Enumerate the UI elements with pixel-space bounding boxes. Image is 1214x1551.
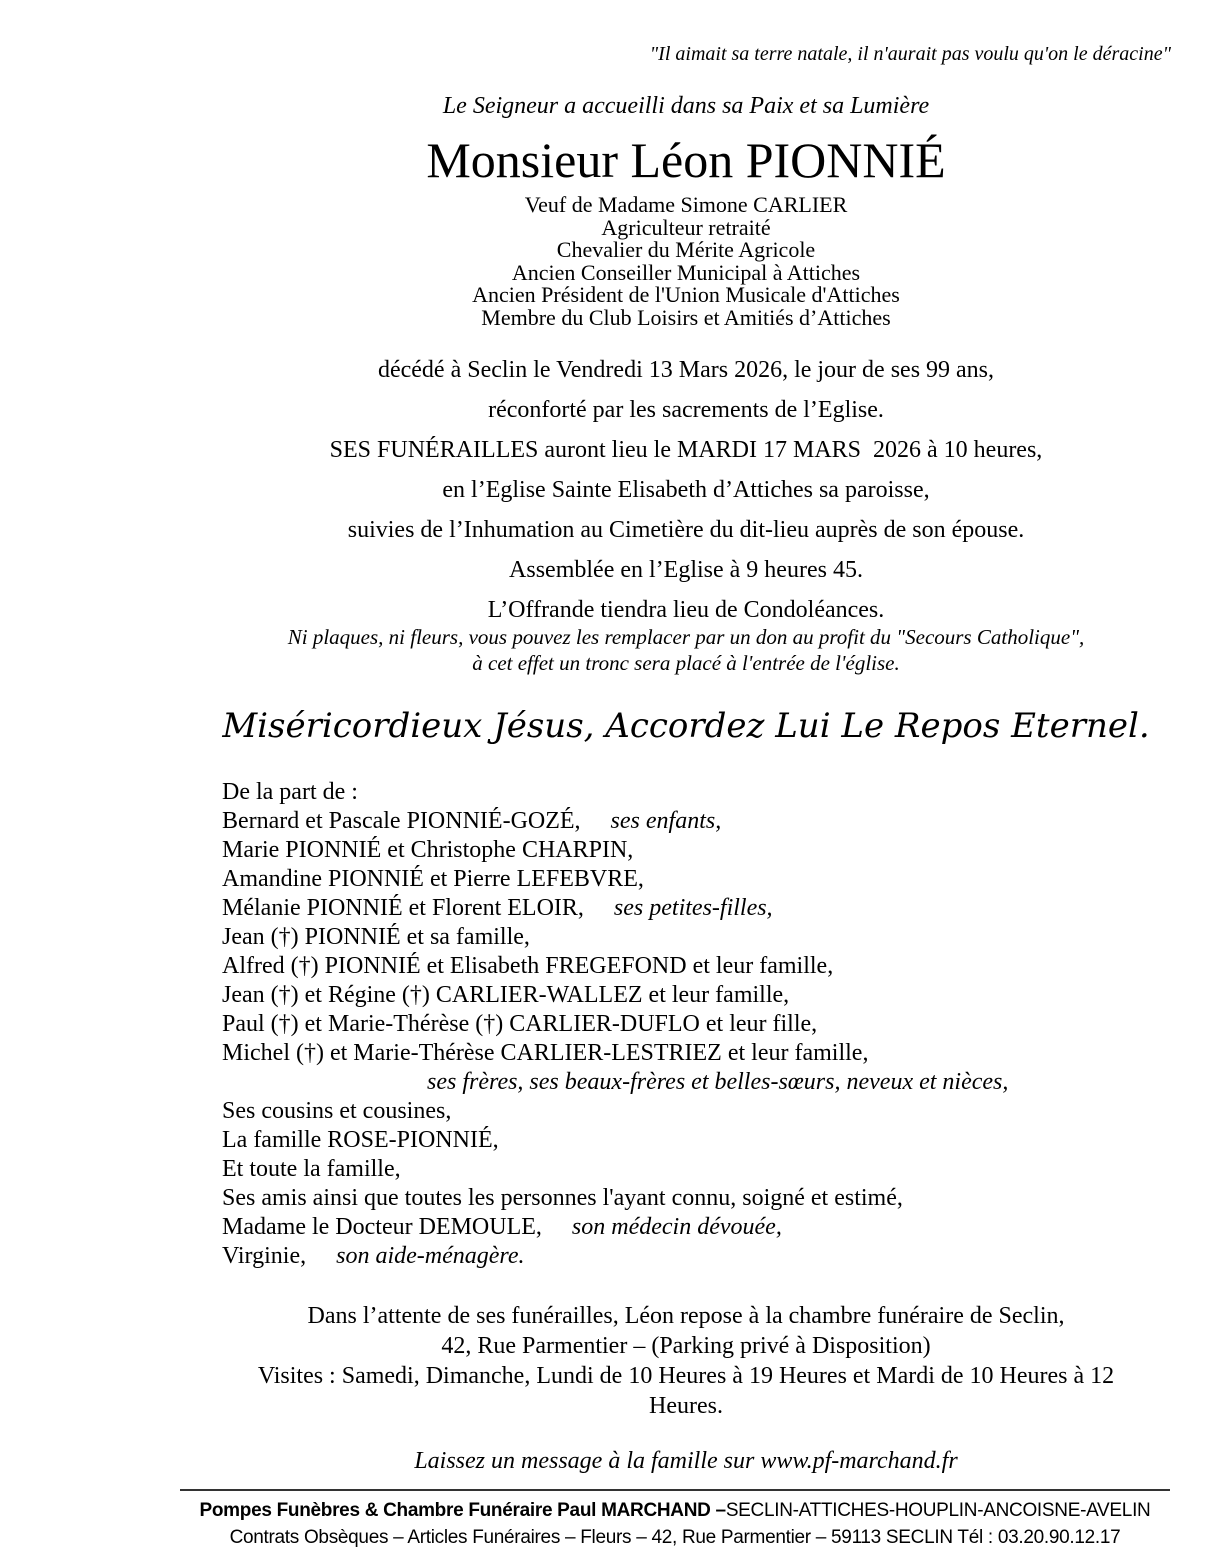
title-line: Ancien Président de l'Union Musicale d'Attiches xyxy=(472,282,900,307)
title-line: Membre du Club Loisirs et Amitiés d’Attiches xyxy=(481,304,891,330)
family-member xyxy=(222,952,1150,981)
wake-info xyxy=(222,1301,1150,1421)
donation-note-line: Ni plaques, ni fleurs, vous pouvez les remplacer par un don au profit du "Secours Catholique", xyxy=(287,625,1085,649)
funeral-home-name-line xyxy=(180,1497,1170,1524)
prayer-line: Miséricordieux Jésus, Accordez Lui Le Repos Eternel. xyxy=(222,706,1150,746)
member-names: Ses amis ainsi que toutes les personnes l'ayant connu, soigné et estimé, xyxy=(222,1185,903,1211)
family-heading: De la part de : xyxy=(222,779,358,805)
member-names: Ses cousins et cousines, xyxy=(222,1098,452,1124)
sacraments-line: réconforté par les sacrements de l’Eglise. xyxy=(488,397,884,423)
condolences-line: L’Offrande tiendra lieu de Condoléances. xyxy=(487,597,885,623)
funeral-home-footer xyxy=(180,1497,1170,1551)
donation-note xyxy=(222,624,1150,676)
member-names: Et toute la famille, xyxy=(222,1156,401,1182)
member-names: Mélanie PIONNIÉ et Florent ELOIR, xyxy=(222,895,584,921)
assembly-line: Assemblée en l’Eglise à 9 heures 45. xyxy=(509,557,863,583)
family-member xyxy=(222,807,1150,836)
family-member xyxy=(222,1213,1150,1242)
family-member xyxy=(222,1184,1150,1213)
wake-location-line: Dans l’attente de ses funérailles, Léon repose à la chambre funéraire de Seclin, xyxy=(307,1303,1065,1329)
family-member xyxy=(222,865,1150,894)
member-names: Michel (†) et Marie-Thérèse CARLIER-LESTRIEZ et leur famille, xyxy=(222,1040,869,1066)
main-content xyxy=(222,92,1150,1475)
epitaph-quote: "Il aimait sa terre natale, il n'aurait pas voulu qu'on le déracine" xyxy=(649,43,1171,65)
burial-line: suivies de l’Inhumation au Cimetière du dit-lieu auprès de son épouse. xyxy=(347,517,1025,543)
funeral-home-services-line: Contrats Obsèques – Articles Funéraires – Fleurs – 42, Rue Parmentier – 59113 SECLIN Tél : 03.20.90.12.17 xyxy=(229,1527,1121,1548)
member-names: Jean (†) PIONNIÉ et sa famille, xyxy=(222,924,530,950)
member-names: Amandine PIONNIÉ et Pierre LEFEBVRE, xyxy=(222,866,644,892)
member-relation: ses petites-filles, xyxy=(613,895,773,921)
member-names: Alfred (†) PIONNIÉ et Elisabeth FREGEFOND et leur famille, xyxy=(222,953,834,979)
deceased-name: Monsieur Léon PIONNIÉ xyxy=(426,132,946,188)
member-names: Virginie, xyxy=(222,1243,307,1269)
church-line: en l’Eglise Sainte Elisabeth d’Attiches sa paroisse, xyxy=(442,477,930,503)
funeral-home-name: Pompes Funèbres & Chambre Funéraire Paul MARCHAND – xyxy=(199,1500,726,1521)
religious-intro: Le Seigneur a accueilli dans sa Paix et sa Lumière xyxy=(442,93,930,119)
member-names: Paul (†) et Marie-Thérèse (†) CARLIER-DUFLO et leur fille, xyxy=(222,1011,818,1037)
family-member xyxy=(222,836,1150,865)
deceased-titles xyxy=(222,194,1150,329)
wake-address-line: 42, Rue Parmentier – (Parking privé à Disposition) xyxy=(441,1333,931,1359)
online-message-line: Laissez un message à la famille sur www.pf-marchand.fr xyxy=(414,1448,958,1474)
member-names: Marie PIONNIÉ et Christophe CHARPIN, xyxy=(222,837,634,863)
member-names: Bernard et Pascale PIONNIÉ-GOZÉ, xyxy=(222,808,581,834)
family-member xyxy=(222,1242,1150,1271)
family-member xyxy=(222,981,1150,1010)
title-line: Chevalier du Mérite Agricole xyxy=(556,237,816,262)
family-member xyxy=(222,1126,1150,1155)
family-member xyxy=(222,1097,1150,1126)
member-relation: ses enfants, xyxy=(610,808,722,834)
wake-visits-line: Visites : Samedi, Dimanche, Lundi de 10 Heures à 19 Heures et Mardi de 10 Heures à 12 Heures. xyxy=(257,1363,1121,1419)
death-notice-line: décédé à Seclin le Vendredi 13 Mars 2026, le jour de ses 99 ans, xyxy=(377,357,995,383)
funeral-date-line: SES FUNÉRAILLES auront lieu le MARDI 17 MARS 2026 à 10 heures, xyxy=(329,437,1043,463)
donation-note-line: à cet effet un tronc sera placé à l'entrée de l'église. xyxy=(472,651,900,675)
family-member xyxy=(222,1010,1150,1039)
member-names: La famille ROSE-PIONNIÉ, xyxy=(222,1127,499,1153)
siblings-collective-line: ses frères, ses beaux-frères et belles-sœurs, neveux et nièces, xyxy=(427,1069,1009,1095)
funeral-home-locations: SECLIN-ATTICHES-HOUPLIN-ANCOISNE-AVELIN xyxy=(725,1500,1151,1521)
member-relation: son médecin dévouée, xyxy=(571,1214,782,1240)
family-member xyxy=(222,923,1150,952)
member-names: Madame le Docteur DEMOULE, xyxy=(222,1214,542,1240)
footer-divider xyxy=(180,1489,1170,1491)
title-line: Ancien Conseiller Municipal à Attiches xyxy=(511,259,861,285)
funeral-announcement xyxy=(222,357,1150,624)
title-line: Agriculteur retraité xyxy=(601,214,771,240)
family-member xyxy=(222,1039,1150,1068)
family-member xyxy=(222,894,1150,923)
member-relation: son aide-ménagère. xyxy=(336,1243,525,1269)
member-names: Jean (†) et Régine (†) CARLIER-WALLEZ et leur famille, xyxy=(222,982,790,1008)
family-member xyxy=(222,1155,1150,1184)
title-line: Veuf de Madame Simone CARLIER xyxy=(524,192,848,217)
family-list xyxy=(222,778,1150,1271)
